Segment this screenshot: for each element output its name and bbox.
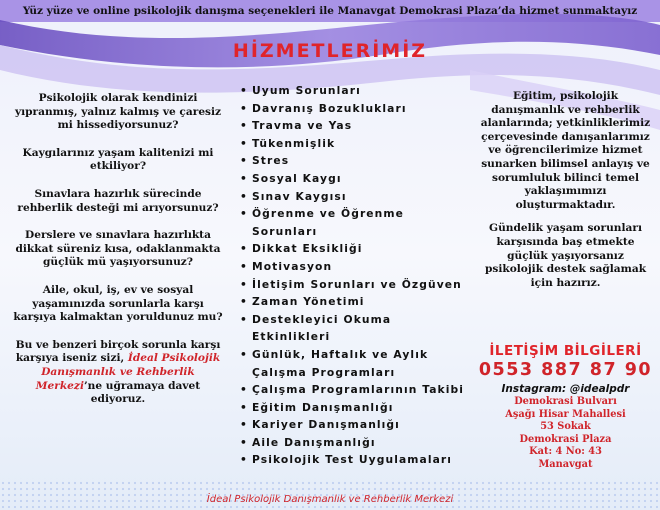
tagline: Yüz yüze ve online psikolojik danışma seçenekleri ile Manavgat Demokrasi Plaza’da hizmet sunmaktayız — [22, 5, 638, 17]
instagram-handle[interactable]: Instagram: @idealpdr — [501, 383, 630, 395]
address-line: Demokrasi Bulvarı — [514, 396, 617, 407]
service-item: • Sınav Kaygısı — [240, 188, 470, 206]
address-line: Manavgat — [538, 458, 593, 470]
about-paragraph-2: Gündelik yaşam sorunları karşısında baş etmekte güçlük yaşıyorsanız psikolojik destek sağlamak için hazırız. — [484, 222, 647, 289]
left-questions — [12, 92, 224, 421]
address-line: Demokrasi Plaza — [519, 433, 612, 445]
service-item: • Travma ve Yas — [240, 117, 470, 135]
invitation-suffix: ’ne uğramaya davet ediyoruz. — [83, 379, 201, 406]
address-line: Aşağı Hisar Mahallesi — [505, 408, 626, 420]
service-item: • Stres — [240, 152, 470, 170]
services-list — [240, 82, 470, 469]
invitation — [12, 339, 224, 407]
question-4: Derslere ve sınavlara hazırlıkta dikkat süreniz kısa, odaklanmakta güçlük mü yaşıyorsunuz? — [15, 229, 221, 269]
service-item: • Günlük, Haftalık ve Aylık Çalışma Programları — [240, 346, 470, 381]
service-item: • Çalışma Programlarının Takibi — [240, 381, 470, 399]
about-paragraph-1: Eğitim, psikolojik danışmanlık ve rehberlik alanlarında; yetkinliklerimiz çerçevesinde danışanlarımız ve öğrencilerimize hizmet sunarken bilimsel anlayış ve sorumluluk bilinci temel yaklaşımımızı oluşturmaktadır. — [480, 90, 651, 211]
right-about — [478, 90, 653, 300]
question-3: Sınavlara hazırlık sürecinde rehberlik desteği mi arıyorsunuz? — [17, 187, 219, 214]
service-item: • Davranış Bozuklukları — [240, 100, 470, 118]
question-2: Kaygılarınız yaşam kalitenizi mi etkiliyor? — [22, 146, 214, 173]
address-line: 53 Sokak — [540, 421, 591, 433]
address-line: Kat: 4 No: 43 — [529, 446, 602, 458]
service-item: • Zaman Yönetimi — [240, 293, 470, 311]
service-item: • Öğrenme ve Öğrenme Sorunları — [240, 205, 470, 240]
invitation-prefix: Bu ve benzeri birçok sorunla karşı karşıya iseniz sizi, — [15, 338, 221, 365]
contact-title: İLETİŞİM BİLGİLERİ — [489, 343, 642, 359]
service-item: • Uyum Sorunları — [240, 82, 470, 100]
service-item: • Tükenmişlik — [240, 135, 470, 153]
service-item: • Aile Danışmanlığı — [240, 434, 470, 452]
service-item: • Motivasyon — [240, 258, 470, 276]
question-1: Psikolojik olarak kendinizi yıpranmış, yalnız kalmış ve çaresiz mi hissediyorsunuz? — [14, 92, 222, 132]
service-item: • İletişim Sorunları ve Özgüven — [240, 276, 470, 294]
question-5: Aile, okul, iş, ev ve sosyal yaşamınızda sorunlarla karşı karşıya kalmaktan yoruldunuz mu? — [13, 283, 223, 324]
service-item: • Eğitim Danışmanlığı — [240, 399, 470, 417]
service-item: • Kariyer Danışmanlığı — [240, 416, 470, 434]
service-item: • Psikolojik Test Uygulamaları — [240, 451, 470, 469]
service-item: • Destekleyici Okuma Etkinlikleri — [240, 311, 470, 346]
page-title: HİZMETLERİMİZ — [232, 40, 428, 62]
service-item: • Sosyal Kaygı — [240, 170, 470, 188]
footer-center-name: İdeal Psikolojik Danışmanlık ve Rehberlik Merkezi — [206, 494, 454, 505]
service-item: • Dikkat Eksikliği — [240, 240, 470, 258]
address-block — [478, 396, 653, 472]
phone-number[interactable]: 0553 887 87 90 — [478, 360, 653, 380]
invitation-center-name: İdeal Psikolojik Danışmanlık ve Rehberlik Merkezi — [35, 352, 221, 392]
